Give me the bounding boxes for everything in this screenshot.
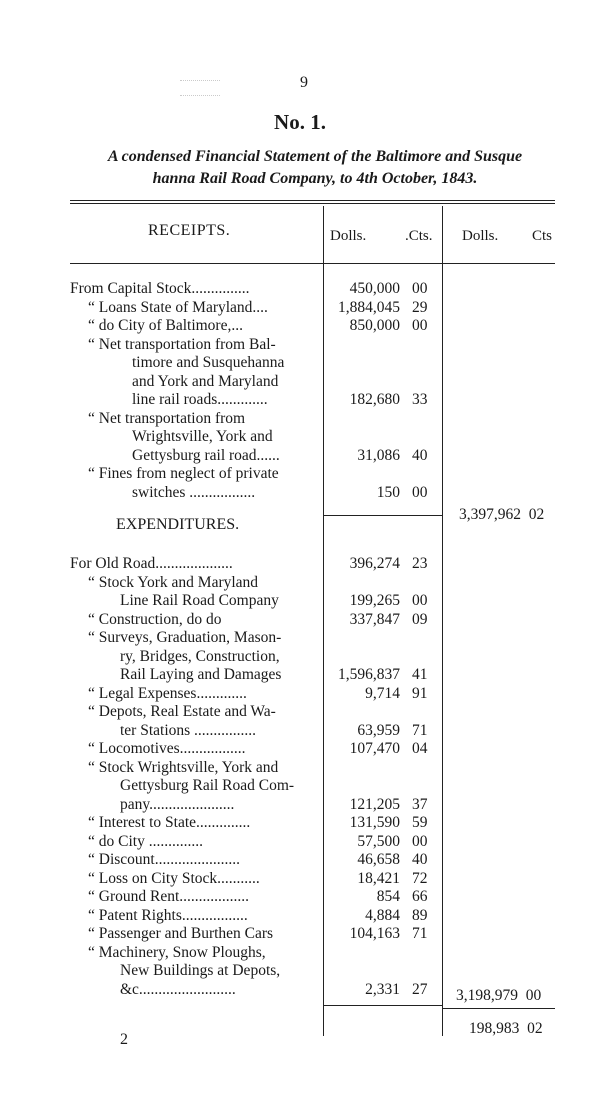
receipts-item-line: “ Loans State of Maryland.... — [88, 298, 268, 316]
expenditures-item-line: Rail Laying and Damages — [120, 666, 282, 683]
expenditures-item-cts: 27 — [412, 980, 428, 998]
receipts-item-line: From Capital Stock............... — [70, 280, 250, 297]
receipts-item-cts: 29 — [412, 298, 428, 316]
header-rule — [70, 263, 555, 264]
receipts-total-cts: 02 — [528, 506, 545, 523]
expenditures-item-line: “ Discount...................... — [88, 851, 240, 868]
table-top-rule — [70, 200, 555, 201]
expenditures-item-cts: 59 — [412, 814, 428, 831]
expenditures-total — [456, 987, 541, 1006]
expenditures-item-line: Line Rail Road Company — [120, 592, 279, 609]
expenditures-item-dolls: 57,500 — [357, 832, 400, 850]
expenditures-item-line: “ do City .............. — [88, 832, 203, 850]
page-number-top: 9 — [300, 74, 308, 91]
expenditures-item-dolls: 4,884 — [365, 906, 400, 924]
expenditures-item-cts: 72 — [412, 869, 428, 887]
receipts-total — [459, 506, 544, 525]
expenditures-item-dolls: 396,274 — [349, 555, 400, 572]
expenditures-item-line: New Buildings at Depots, — [120, 962, 281, 979]
expenditures-item-dolls: 337,847 — [349, 610, 400, 628]
expenditures-item-line: “ Machinery, Snow Ploughs, — [88, 943, 266, 961]
expenditures-item-line: “ Legal Expenses............. — [88, 684, 247, 702]
balance-cts: 02 — [527, 1020, 543, 1037]
expenditures-item-line: “ Patent Rights................. — [88, 906, 248, 924]
expenditures-item-cts: 71 — [412, 721, 428, 739]
expenditures-item-cts: 00 — [412, 832, 428, 850]
expenditures-total-dolls: 3,198,979 — [456, 987, 518, 1004]
subtitle-line-2: hanna Rail Road Company, to 4th October, 1843. — [152, 170, 478, 187]
receipts-item-cts: 40 — [412, 446, 428, 464]
expenditures-total-cts: 00 — [525, 987, 542, 1004]
expenditures-item-line: “ Passenger and Burthen Cars — [88, 925, 274, 942]
expenditures-item-line: “ Interest to State.............. — [88, 814, 251, 831]
receipts-item-line: timore and Susquehanna — [132, 354, 285, 371]
cts-header-2: Cts — [532, 228, 553, 244]
expenditures-item-line: “ Loss on City Stock........... — [88, 869, 260, 887]
expenditures-item-dolls: 854 — [376, 888, 400, 905]
expenditures-item-line: For Old Road.................... — [70, 555, 233, 572]
receipts-item-line: “ Fines from neglect of private — [88, 465, 279, 482]
expenditures-item-dolls: 18,421 — [357, 869, 400, 887]
expenditures-item-cts: 40 — [412, 851, 428, 868]
expenditures-item-cts: 89 — [412, 906, 428, 924]
receipts-item-line: “ Net transportation from Bal- — [88, 335, 276, 353]
receipts-item-line: and York and Maryland — [132, 372, 279, 390]
document-subtitle — [70, 146, 560, 190]
expenditures-item-cts: 23 — [412, 555, 428, 572]
receipts-item-cts: 00 — [412, 280, 428, 297]
expenditures-item-dolls: 107,470 — [349, 740, 400, 757]
receipts-item-dolls: 850,000 — [349, 317, 400, 334]
expenditures-item-cts: 41 — [412, 666, 428, 683]
expenditures-item-cts: 91 — [412, 684, 428, 702]
expenditures-item-dolls: 63,959 — [357, 721, 400, 739]
expenditures-item-line: “ Stock Wrightsville, York and — [88, 758, 279, 776]
dolls-header-2: Dolls. — [462, 228, 499, 244]
receipts-item-dolls: 150 — [376, 483, 400, 501]
receipts-item-cts: 00 — [412, 483, 428, 501]
receipts-item-line: “ Net transportation from — [88, 409, 246, 427]
receipts-item-dolls: 31,086 — [357, 446, 400, 464]
receipts-heading: RECEIPTS. — [148, 222, 231, 239]
expenditures-item-line: “ Locomotives................. — [88, 740, 246, 757]
cts-header-1: .Cts. — [405, 228, 433, 244]
dolls-header-1: Dolls. — [330, 228, 367, 244]
receipts-sum-rule — [324, 515, 442, 516]
expenditures-item-dolls: 104,163 — [349, 925, 400, 942]
expenditures-item-line: “ Construction, do do — [88, 610, 222, 628]
expenditures-item-dolls: 199,265 — [349, 592, 400, 609]
page-number-bottom: 2 — [120, 1031, 128, 1048]
expenditures-item-cts: 00 — [412, 592, 428, 609]
expenditures-item-line: ter Stations ................ — [120, 721, 257, 739]
expenditures-item-line: pany...................... — [120, 795, 235, 813]
expenditures-item-cts: 71 — [412, 925, 428, 942]
expenditures-item-line: “ Depots, Real Estate and Wa- — [88, 703, 276, 720]
expenditures-item-dolls: 46,658 — [357, 851, 400, 868]
receipts-item-cts: 00 — [412, 317, 428, 334]
receipts-item-line: line rail roads............. — [132, 391, 268, 408]
balance-dolls: 198,983 — [469, 1020, 520, 1037]
receipts-item-line: Gettysburg rail road...... — [132, 446, 280, 464]
subtitle-line-1: A condensed Financial Statement of the Baltimore and Susque — [107, 148, 523, 165]
expenditures-item-dolls: 2,331 — [365, 980, 400, 998]
expenditures-item-dolls: 121,205 — [349, 795, 400, 813]
expend-sum-rule — [324, 1005, 442, 1006]
expenditures-item-line: “ Stock York and Maryland — [88, 573, 259, 591]
receipts-total-dolls: 3,397,962 — [459, 506, 521, 523]
expenditures-item-line: “ Ground Rent.................. — [88, 888, 250, 905]
receipts-item-line: Wrightsville, York and — [132, 428, 273, 445]
expenditures-item-cts: 04 — [412, 740, 428, 757]
receipts-item-dolls: 450,000 — [349, 280, 400, 297]
expenditures-item-dolls: 9,714 — [365, 684, 400, 702]
receipts-item-dolls: 182,680 — [349, 391, 400, 408]
balance-rule — [442, 1008, 555, 1009]
expenditures-item-line: “ Surveys, Graduation, Mason- — [88, 629, 282, 646]
receipts-item-line: “ do City of Baltimore,... — [88, 317, 243, 334]
expenditures-heading: EXPENDITURES. — [116, 516, 240, 533]
expenditures-item-line: &c......................... — [120, 980, 236, 998]
balance — [469, 1020, 543, 1039]
ink-smudge — [180, 80, 220, 96]
document-number: No. 1. — [274, 110, 326, 134]
expenditures-item-cts: 37 — [412, 795, 428, 813]
receipts-item-dolls: 1,884,045 — [338, 298, 400, 316]
column-divider-2 — [442, 206, 443, 1036]
expenditures-item-cts: 09 — [412, 610, 428, 628]
receipts-item-cts: 33 — [412, 391, 428, 408]
expenditures-item-cts: 66 — [412, 888, 428, 905]
receipts-item-line: switches ................. — [132, 483, 256, 501]
expenditures-item-dolls: 1,596,837 — [338, 666, 400, 683]
expenditures-item-line: ry, Bridges, Construction, — [120, 647, 280, 665]
expenditures-item-dolls: 131,590 — [349, 814, 400, 831]
table-top-rule-2 — [70, 203, 555, 204]
expenditures-item-line: Gettysburg Rail Road Com- — [120, 777, 295, 794]
